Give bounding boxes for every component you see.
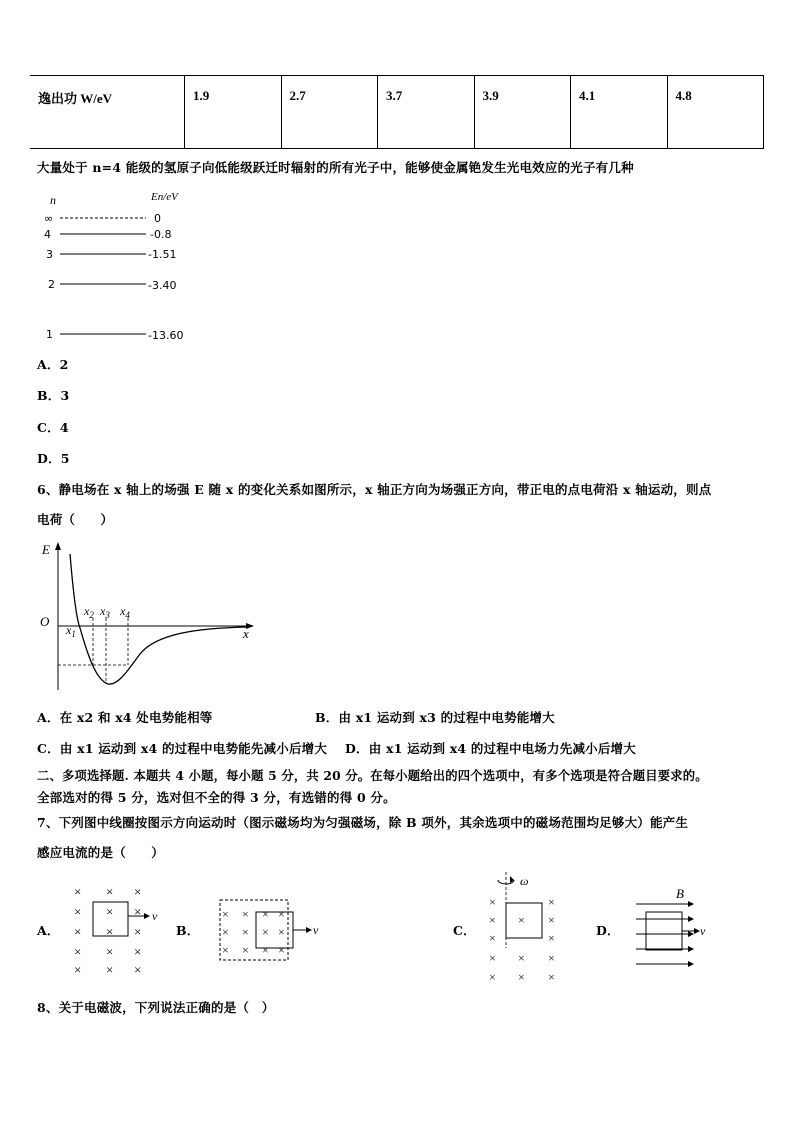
q5-option-b: B．3 — [37, 388, 70, 403]
energy-axis-label: En/eV — [151, 191, 178, 203]
level-n: ∞ — [44, 212, 54, 225]
svg-text:×: × — [548, 931, 555, 945]
svg-text:×: × — [548, 895, 555, 909]
level-energy: 0 — [154, 212, 161, 225]
n-axis-label: n — [50, 193, 56, 207]
table-cell: 4.8 — [667, 76, 764, 149]
svg-text:×: × — [74, 944, 82, 959]
svg-text:×: × — [222, 907, 229, 921]
svg-text:×: × — [106, 962, 114, 977]
svg-text:×: × — [242, 925, 249, 939]
energy-level-diagram — [38, 188, 208, 348]
svg-text:×: × — [74, 884, 82, 899]
field-curve — [70, 554, 248, 684]
point-label-x3: $x_3$ — [100, 604, 110, 620]
svg-text:×: × — [518, 970, 525, 984]
omega-label: ω — [520, 874, 529, 888]
svg-text:×: × — [106, 924, 114, 939]
svg-text:×: × — [489, 951, 496, 965]
velocity-label: v — [700, 924, 706, 938]
svg-text:×: × — [74, 924, 82, 939]
q7-diagram-b — [218, 896, 328, 964]
table-cell: 4.1 — [571, 76, 668, 149]
q7-label-d: D． — [596, 923, 620, 938]
svg-text:×: × — [134, 904, 142, 919]
svg-text:×: × — [262, 925, 269, 939]
table-header: 逸出功 W/eV — [38, 91, 113, 106]
level-n: 2 — [48, 278, 55, 291]
level-energy: -3.40 — [148, 279, 177, 292]
level-energy: -1.51 — [148, 248, 177, 261]
x-axis-label: x — [243, 626, 249, 641]
q6-option-c: C．由 x1 运动到 x4 的过程中电势能先减小后增大 — [37, 741, 328, 756]
section2-line2: 全部选对的得 5 分，选对但不全的得 3 分，有选错的得 0 分。 — [37, 790, 396, 805]
svg-text:×: × — [489, 970, 496, 984]
table-cell: 2.7 — [281, 76, 378, 149]
svg-text:×: × — [74, 904, 82, 919]
svg-text:×: × — [548, 913, 555, 927]
svg-text:×: × — [489, 895, 496, 909]
q7-label-a: A． — [37, 923, 60, 938]
section2-line1: 二、多项选择题. 本题共 4 小题，每小题 5 分，共 20 分。在每小题给出的四个选项中，有多个选项是符合题目要求的。 — [37, 768, 708, 783]
q7-question-line2: 感应电流的是（ ） — [37, 845, 165, 860]
svg-text:×: × — [518, 913, 525, 927]
q7-label-b: B． — [176, 923, 200, 938]
table-row — [30, 76, 764, 149]
svg-text:×: × — [106, 944, 114, 959]
svg-text:×: × — [548, 951, 555, 965]
magnetic-field-marks — [74, 884, 141, 977]
velocity-label: v — [152, 909, 158, 923]
svg-text:×: × — [262, 943, 269, 957]
table-cell: 3.9 — [474, 76, 571, 149]
svg-text:×: × — [548, 970, 555, 984]
y-axis-arrow — [55, 542, 61, 550]
table-header-cell — [30, 76, 185, 149]
level-n: 1 — [46, 328, 53, 341]
level-energy: -0.8 — [150, 228, 172, 241]
svg-text:×: × — [106, 884, 114, 899]
svg-text:×: × — [222, 943, 229, 957]
q8-question: 8、关于电磁波，下列说法正确的是（ ） — [37, 1000, 275, 1015]
svg-text:×: × — [134, 962, 142, 977]
table-cell: 1.9 — [185, 76, 282, 149]
svg-text:×: × — [489, 913, 496, 927]
svg-text:×: × — [74, 962, 82, 977]
svg-text:×: × — [106, 904, 114, 919]
svg-text:×: × — [242, 907, 249, 921]
origin-label: O — [40, 614, 50, 629]
q6-option-b: B．由 x1 运动到 x3 的过程中电势能增大 — [315, 710, 555, 725]
table-cell: 3.7 — [378, 76, 475, 149]
magnetic-field-marks — [489, 895, 555, 984]
svg-text:×: × — [489, 931, 496, 945]
field-strength-graph — [36, 538, 261, 696]
magnetic-field-marks — [222, 907, 285, 957]
level-n: 4 — [44, 228, 51, 241]
point-label-x1: $x_1$ — [66, 623, 76, 639]
q5-question: 大量处于 n=4 能级的氢原子向低能级跃迁时辐射的所有光子中，能够使金属铯发生光电效应的光子有几种 — [37, 160, 634, 175]
svg-text:×: × — [518, 951, 525, 965]
velocity-arrowhead — [144, 913, 150, 919]
velocity-arrowhead — [306, 927, 312, 933]
svg-text:×: × — [222, 925, 229, 939]
svg-text:×: × — [242, 943, 249, 957]
svg-text:×: × — [278, 907, 285, 921]
y-axis-label: E — [42, 542, 50, 557]
svg-text:×: × — [134, 944, 142, 959]
point-label-x2: $x_2$ — [84, 604, 94, 620]
svg-text:×: × — [278, 943, 285, 957]
q7-label-c: C． — [453, 923, 476, 938]
q7-diagram-a — [70, 882, 170, 977]
svg-text:×: × — [278, 925, 285, 939]
work-function-table — [30, 75, 764, 149]
svg-text:×: × — [262, 907, 269, 921]
level-n: 3 — [46, 248, 53, 261]
svg-text:×: × — [134, 924, 142, 939]
q7-diagram-d — [632, 884, 732, 970]
field-arrowheads — [688, 901, 694, 967]
q6-question-line2: 电荷（ ） — [37, 512, 114, 527]
q5-option-a: A．2 — [37, 357, 69, 372]
svg-text:×: × — [134, 884, 142, 899]
q6-option-a: A．在 x2 和 x4 处电势能相等 — [37, 710, 213, 725]
level-energy: -13.60 — [148, 329, 184, 342]
point-label-x4: $x_4$ — [120, 604, 130, 620]
q6-option-d: D．由 x1 运动到 x4 的过程中电场力先减小后增大 — [345, 741, 636, 756]
q5-option-d: D．5 — [37, 451, 70, 466]
q7-question-line1: 7、下列图中线圈按图示方向运动时（图示磁场均为匀强磁场，除 B 项外，其余选项中的磁场范围均足够大）能产生 — [37, 815, 689, 830]
q7-diagram-c — [484, 870, 564, 985]
q6-question-line1: 6、静电场在 x 轴上的场强 E 随 x 的变化关系如图所示，x 轴正方向为场强正方向，带正电的点电荷沿 x 轴运动，则点 — [37, 482, 712, 497]
coil — [646, 912, 682, 950]
velocity-label: v — [313, 923, 319, 937]
b-field-label: B — [676, 886, 684, 901]
q5-option-c: C．4 — [37, 420, 69, 435]
